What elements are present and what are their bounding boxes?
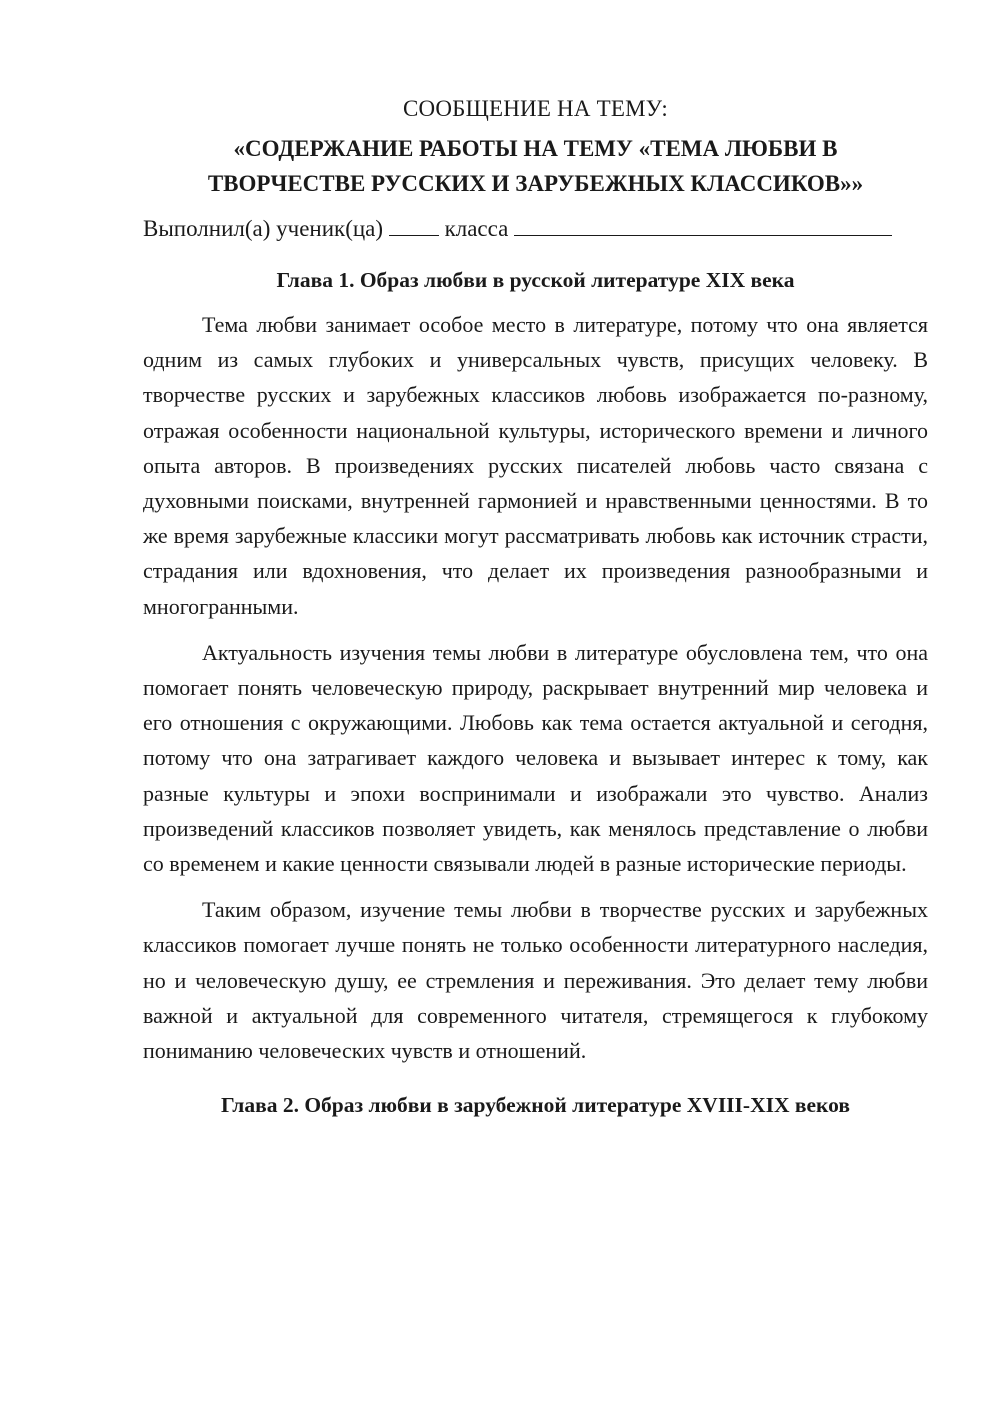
- document-title-line-1: «СОДЕРЖАНИЕ РАБОТЫ НА ТЕМУ «ТЕМА ЛЮБВИ В: [233, 136, 838, 161]
- chapter-1-paragraph-2: Актуальность изучения темы любви в литературе обусловлена тем, что она помогает понять человеческую природу, раскрывает внутренний мир человека и его отношения с окружающими. Любовь как тема остается актуальной и сегодня, потому что она затрагивает каждого человека и вызывает интерес к тому, как разные культуры и эпохи воспринимали и изображали это чувство. Анализ произведений классиков позволяет увидеть, как менялось представление о любви со временем и какие ценности связывали людей в разные исторические периоды.: [143, 639, 928, 877]
- chapter-1-heading: Глава 1. Образ любви в русской литературе XIX века: [276, 268, 795, 292]
- author-label: Выполнил(а) ученик(ца): [143, 216, 384, 241]
- document-title-line-2: ТВОРЧЕСТВЕ РУССКИХ И ЗАРУБЕЖНЫХ КЛАССИКОВ»»: [207, 171, 864, 196]
- chapter-2-heading: Глава 2. Образ любви в зарубежной литературе XVIII-XIX веков: [221, 1093, 850, 1118]
- document-page: [143, 88, 928, 1120]
- class-label: класса: [444, 216, 509, 241]
- chapter-1-paragraph-3: Таким образом, изучение темы любви в творчестве русских и зарубежных классиков помогает лучше понять не только особенности литературного наследия, но и человеческую душу, ее стремления и переживания. Это делает тему любви важной и актуальной для современного читателя, стремящегося к глубокому пониманию человеческих чувств и отношений.: [143, 897, 928, 1064]
- author-line: [143, 211, 928, 247]
- class-number-blank: [389, 213, 439, 236]
- chapter-1-paragraph-1: Тема любви занимает особое место в литературе, потому что она является одним из самых глубоких и универсальных чувств, присущих человеку. В творчестве русских и зарубежных классиков любовь изображается по-разному, отражая особенности национальной культуры, исторического времени и личного опыта авторов. В произведениях русских писателей любовь часто связана с духовными поисками, внутренней гармонией и нравственными ценностями. В то же время зарубежные классики могут рассматривать любовь как источник страсти, страдания или вдохновения, что делает их произведения разнообразными и многогранными.: [143, 312, 928, 619]
- document-type: СООБЩЕНИЕ НА ТЕМУ:: [403, 96, 668, 121]
- class-name-blank: [514, 213, 892, 236]
- document-title: [143, 131, 928, 201]
